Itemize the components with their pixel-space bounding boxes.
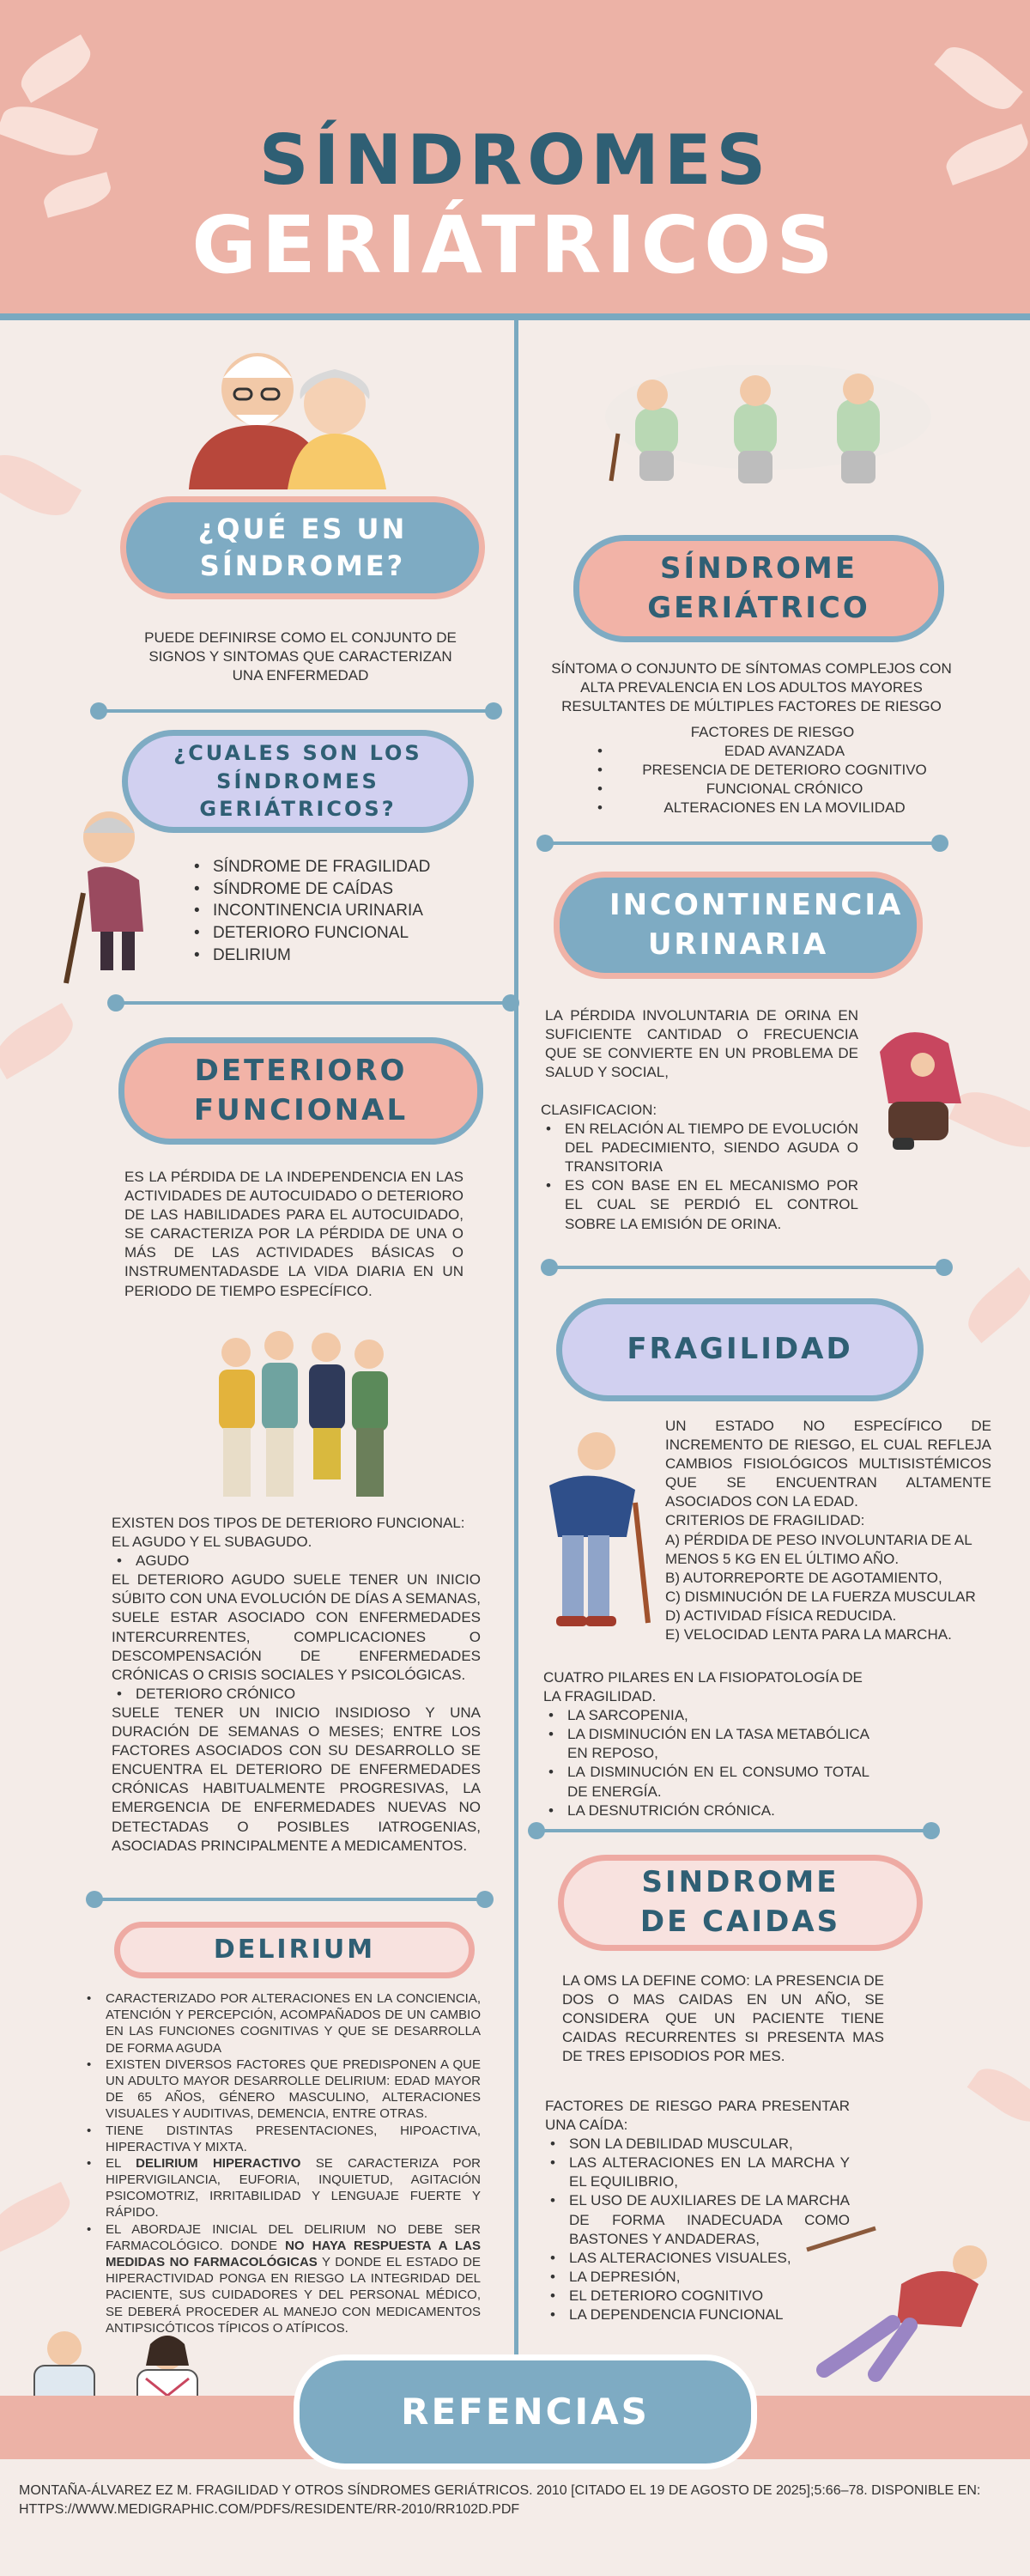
delirium-item5-bold: NO HAYA RESPUESTA A LAS MEDIDAS NO FARMACOLÓGICAS (106, 2238, 481, 2269)
list-item: • LA DISMINUCIÓN EN EL CONSUMO TOTAL DE ENERGÍA. (543, 1763, 869, 1801)
cuales-heading-text: ¿CUALES SON LOS SÍNDROMES GERIÁTRICOS? (173, 741, 422, 822)
deterioro-agudo-text: EL DETERIORO AGUDO SUELE TENER UN INICIO SÚBITO CON UNA EVOLUCIÓN DE DÍAS A SEMANAS, SUELE ESTAR ASOCIADO CON ENFERMEDADES INTERCURRENTES, COMPLICACIONES O DESCOMPENSACIÓN DE ENFERMEDADES CRÓNICAS O CRISIS SOCIALES Y PSICOLÓGICAS. (112, 1571, 481, 1683)
list-item: • LA SARCOPENIA, (543, 1706, 869, 1725)
sindrome-geriatrico-factors (592, 723, 953, 817)
title-line2: GERIÁTRICOS (191, 199, 839, 291)
deterioro-text: ES LA PÉRDIDA DE LA INDEPENDENCIA EN LAS ACTIVIDADES DE AUTOCUIDADO O DETERIORO DE LAS HABILIDADES PARA EL AUTOCUIDADO, SE CARACTERIZA POR LA PÉRDIDA DE UNA O MÁS DE LAS ACTIVIDADES BÁSICAS O INSTRUMENTADASDE LA VIDA DIARIA EN UN PERIODO DE TIEMPO ESPECÍFICO. (124, 1169, 464, 1299)
deterioro-agudo-list (112, 1552, 481, 1571)
criteria-item: D) ACTIVIDAD FÍSICA REDUCIDA. (665, 1607, 897, 1624)
pillars-list (543, 1706, 869, 1820)
que-es-heading (120, 496, 485, 599)
list-item: • LA DESNUTRICIÓN CRÓNICA. (543, 1801, 869, 1820)
deterioro-agudo-label: • AGUDO (112, 1552, 481, 1571)
fragilidad-heading-text: FRAGILIDAD (627, 1332, 853, 1367)
list-item: • TIENE DISTINTAS PRESENTACIONES, HIPOACTIVA, HIPERACTIVA Y MIXTA. (82, 2123, 481, 2155)
list-item: • DETERIORO FUNCIONAL (189, 922, 498, 945)
list-item: • EL USO DE AUXILIARES DE LA MARCHA DE FORMA INADECUADA COMO BASTONES Y ANDADERAS, (545, 2191, 850, 2248)
list-item: • ES CON BASE EN EL MECANISMO POR EL CUAL SE PERDIÓ EL CONTROL SOBRE LA EMISIÓN DE ORINA. (541, 1176, 858, 1233)
leaf-decoration (0, 1003, 82, 1079)
deterioro-cronico-label: • DETERIORO CRÓNICO (112, 1685, 481, 1704)
list-item: • PRESENCIA DE DETERIORO COGNITIVO (592, 761, 953, 780)
class-title: CLASIFICACION: (541, 1102, 657, 1118)
section-divider (549, 1266, 944, 1269)
caidas-factors-title: FACTORES DE RIESGO PARA PRESENTAR UNA CAÍDA: (545, 2098, 850, 2134)
list-item: • ALTERACIONES EN LA MOVILIDAD (592, 799, 953, 817)
deterioro-heading (118, 1037, 483, 1145)
section-divider (116, 1001, 511, 1005)
fragilidad-pillars (543, 1668, 869, 1820)
que-es-text: PUEDE DEFINIRSE COMO EL CONJUNTO DE SIGNOS Y SINTOMAS QUE CARACTERIZAN UNA ENFERMEDAD (144, 629, 457, 684)
class-list (541, 1120, 858, 1234)
elderly-couple-illustration (176, 339, 408, 489)
delirium-item5-pre: EL ABORDAJE INICIAL DEL DELIRIUM NO DEBE SER FARMACOLÓGICO. DONDE (106, 2221, 481, 2253)
delirium-heading (114, 1922, 475, 1978)
title-line1: SÍNDROMES (258, 120, 772, 200)
cuales-heading (122, 730, 474, 833)
leaf-decoration (967, 2059, 1030, 2131)
delirium-list (82, 1990, 481, 2336)
deterioro-heading-text: DETERIORO FUNCIONAL (193, 1053, 409, 1127)
caidas-factors-list (545, 2135, 850, 2324)
list-item: • LAS ALTERACIONES VISUALES, (545, 2249, 850, 2268)
references-heading-text: REFENCIAS (401, 2390, 650, 2433)
delirium-item5-post: Y DONDE EL ESTADO DE HIPERACTIVIDAD PONGA EN RIESGO LA INTEGRIDAD DEL PACIENTE, SUS CUIDADORES Y DEL PERSONAL MÉDICO, SE DEBERÁ PROCEDER AL MANEJO CON MEDICAMENTOS ANTIPSICÓTICOS TÍPICOS O ATÍPICOS. (106, 2255, 481, 2336)
list-item: • LAS ALTERACIONES EN LA MARCHA Y EL EQUILIBRIO, (545, 2154, 850, 2191)
list-item (82, 2221, 481, 2336)
deterioro-cronico-list (112, 1685, 481, 1704)
elderly-man-walking-illustration (532, 1417, 665, 1631)
elderly-pain-illustration (601, 365, 936, 485)
criteria-item: E) VELOCIDAD LENTA PARA LA MARCHA. (665, 1626, 952, 1643)
leaf-decoration (0, 443, 82, 527)
deterioro-types-intro: EXISTEN DOS TIPOS DE DETERIORO FUNCIONAL: EL AGUDO Y EL SUBAGUDO. (112, 1515, 465, 1551)
list-item: • CARACTERIZADO POR ALTERACIONES EN LA CONCIENCIA, ATENCIÓN Y PERCEPCIÓN, ACOMPAÑADOS DE UN CAMBIO EN LAS FUNCIONES COGNITIVAS Y QUE SE DESARROLLA DE FORMA AGUDA (82, 1990, 481, 2057)
column-divider (514, 320, 518, 2396)
delirium-item4-bold: DELIRIUM HIPERACTIVO (136, 2155, 301, 2171)
references-heading (294, 2354, 757, 2470)
fragilidad-body (665, 1417, 991, 1644)
list-item (82, 2155, 481, 2221)
caidas-text: LA OMS LA DEFINE COMO: LA PRESENCIA DE DOS O MAS CAIDAS EN UN AÑO, SE CONSIDERA QUE UN PACIENTE TIENE CAIDAS RECURRENTES SI PRESENTA MAS DE TRES EPISODIOS POR MES. (562, 1972, 884, 2065)
section-divider (99, 709, 494, 713)
sindrome-geriatrico-heading-text: SÍNDROME GERIÁTRICO (647, 550, 870, 625)
criteria-item: B) AUTORREPORTE DE AGOTAMIENTO, (665, 1569, 942, 1586)
incontinencia-text: LA PÉRDIDA INVOLUNTARIA DE ORINA EN SUFICIENTE CANTIDAD O FRECUENCIA QUE SE CONVIERTE EN UN PROBLEMA DE SALUD Y SOCIAL, (545, 1007, 858, 1081)
fragilidad-text: UN ESTADO NO ESPECÍFICO DE INCREMENTO DE RIESGO, EL CUAL REFLEJA CAMBIOS FISIOLÓGICOS MULTISISTÉMICOS QUE SE ENCUENTRAN ALTAMENTE ASOCIADOS CON LA EDAD. (665, 1418, 991, 1510)
delirium-item4-post: SE CARACTERIZA POR HIPERVIGILANCIA, EUFORIA, INQUIETUD, AGITACIÓN PSICOMOTRIZ, IRRITABILIDAD Y LENGUAJE FUERTE Y RÁPIDO. (106, 2155, 481, 2221)
deterioro-types (112, 1514, 481, 1856)
list-item: • INCONTINENCIA URINARIA (189, 900, 498, 922)
criteria-item: C) DISMINUCIÓN DE LA FUERZA MUSCULAR (665, 1588, 976, 1605)
cuales-list (189, 856, 498, 966)
factors-title: FACTORES DE RIESGO (690, 724, 855, 740)
list-item: • LA DEPENDENCIA FUNCIONAL (545, 2306, 850, 2324)
list-item: • EN RELACIÓN AL TIEMPO DE EVOLUCIÓN DEL PADECIMIENTO, SIENDO AGUDA O TRANSITORIA (541, 1120, 858, 1176)
list-item: • EDAD AVANZADA (592, 742, 953, 761)
list-item: • SON LA DEBILIDAD MUSCULAR, (545, 2135, 850, 2154)
sindrome-geriatrico-heading (573, 535, 944, 642)
list-item: • EL DETERIORO COGNITIVO (545, 2287, 850, 2306)
list-item: • LA DEPRESIÓN, (545, 2268, 850, 2287)
section-divider (545, 841, 940, 845)
sindrome-geriatrico-text: SÍNTOMA O CONJUNTO DE SÍNTOMAS COMPLEJOS CON ALTA PREVALENCIA EN LOS ADULTOS MAYORES RESULTANTES DE MÚLTIPLES FACTORES DE RIESGO (551, 660, 952, 715)
references-citation: MONTAÑA-ÁLVAREZ EZ M. FRAGILIDAD Y OTROS SÍNDROMES GERIÁTRICOS. 2010 [CITADO EL 19 DE AGOSTO DE 2025];5:66–78. DISPONIBLE EN: HTTPS://WWW.MEDIGRAPHIC.COM/PDFS/RESIDENTE/RR-2010/RR102D.PDF (19, 2483, 981, 2517)
section-divider (536, 1829, 931, 1832)
caidas-heading-text: SINDROME DE CAIDAS (639, 1865, 841, 1939)
delirium-heading-text: DELIRIUM (213, 1934, 376, 1965)
list-item: • DELIRIUM (189, 945, 498, 967)
caidas-heading (558, 1855, 923, 1951)
incontinencia-heading (554, 872, 923, 979)
factors-list (592, 742, 953, 817)
list-item: • EXISTEN DIVERSOS FACTORES QUE PREDISPONEN A QUE UN ADULTO MAYOR DESARROLLE DELIRIUM: EDAD MAYOR DE 65 AÑOS, GÉNERO MASCULINO, ALTERACIONES VISUALES Y AUDITIVAS, DEMENCIA, ENTRE OTRAS. (82, 2057, 481, 2123)
caidas-factors (545, 2097, 850, 2324)
list-item: • SÍNDROME DE CAÍDAS (189, 878, 498, 901)
fragilidad-heading (556, 1298, 924, 1401)
list-item: • FUNCIONAL CRÓNICO (592, 780, 953, 799)
list-item: • LA DISMINUCIÓN EN LA TASA METABÓLICA EN REPOSO, (543, 1725, 869, 1763)
incontinencia-heading-text: INCONTINENCIA URINARIA (609, 887, 904, 962)
criteria-title: CRITERIOS DE FRAGILIDAD: (665, 1512, 865, 1529)
leaf-decoration (0, 2182, 77, 2252)
title-underline (0, 313, 1030, 320)
elderly-incontinence-illustration (871, 1018, 970, 1155)
elderly-woman-cane-illustration (62, 803, 161, 987)
section-divider (94, 1898, 485, 1901)
list-item: • SÍNDROME DE FRAGILIDAD (189, 856, 498, 878)
criteria-item: A) PÉRDIDA DE PESO INVOLUNTARIA DE AL MENOS 5 KG EN EL ÚLTIMO AÑO. (665, 1531, 972, 1567)
elderly-group-illustration (206, 1327, 399, 1507)
leaf-decoration (960, 1267, 1030, 1343)
incontinencia-class (541, 1101, 858, 1234)
pillars-title: CUATRO PILARES EN LA FISIOPATOLOGÍA DE LA FRAGILIDAD. (543, 1669, 863, 1705)
delirium-item4-pre: EL (106, 2155, 136, 2171)
que-es-heading-text: ¿QUÉ ES UN SÍNDROME? (197, 512, 408, 582)
deterioro-cronico-text: SUELE TENER UN INICIO INSIDIOSO Y UNA DURACIÓN DE SEMANAS O MESES; ENTRE LOS FACTORES ASOCIADOS CON SU DESARROLLO SE ENCUENTRA EL DETERIORO DE ENFERMEDADES CRÓNICAS HABITUALMENTE PROGRESIVAS, LA EMERGENCIA DE ENFERMEDADES NUEVAS NO DETECTADAS O POSIBLES IATROGENIAS, ASOCIADAS PRINCIPALMENTE A MEDICAMENTOS. (112, 1704, 481, 1854)
